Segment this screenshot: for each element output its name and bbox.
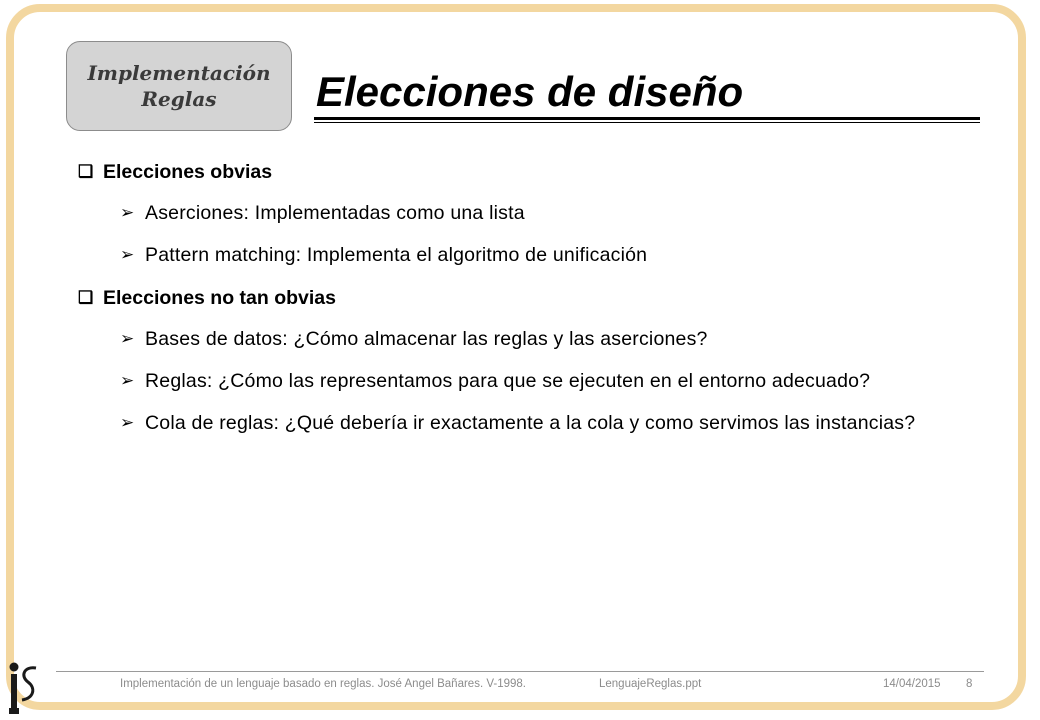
bullet-level2 <box>120 242 978 268</box>
subbullet-text: Cola de reglas: ¿Qué debería ir exactamente a la cola y como servimos las instancias? <box>145 412 916 434</box>
section-label-box <box>66 41 292 131</box>
slide-content <box>78 158 978 452</box>
bullet-level2 <box>120 368 978 394</box>
subbullet-text: Pattern matching: Implementa el algoritmo de unificación <box>145 244 648 266</box>
bullet-level1 <box>78 284 978 326</box>
checkbox-bullet-icon: ❑ <box>78 162 94 181</box>
bullet-level1 <box>78 158 978 200</box>
page-number: 8 <box>966 678 973 690</box>
section-label-line1: Implementación <box>87 61 271 85</box>
arrow-bullet-icon: ➢ <box>120 413 135 432</box>
footer-divider <box>56 671 984 672</box>
bullet-level2 <box>120 200 978 226</box>
title-underline <box>314 117 980 123</box>
arrow-bullet-icon: ➢ <box>120 245 135 264</box>
is-logo-icon <box>6 660 42 716</box>
slide-title: Elecciones de diseño <box>316 68 744 115</box>
bullet-level2 <box>120 326 978 352</box>
footer-credit: Implementación de un lenguaje basado en reglas. José Angel Bañares. V-1998. <box>120 678 526 690</box>
bullet-text: Elecciones obvias <box>103 161 273 183</box>
bullet-text: Elecciones no tan obvias <box>103 287 336 309</box>
arrow-bullet-icon: ➢ <box>120 203 135 222</box>
checkbox-bullet-icon: ❑ <box>78 288 94 307</box>
subbullet-text: Bases de datos: ¿Cómo almacenar las reglas y las aserciones? <box>145 328 708 350</box>
footer-date: 14/04/2015 <box>883 678 941 690</box>
footer-filename: LenguajeReglas.ppt <box>599 678 702 690</box>
bullet-level2 <box>120 410 978 436</box>
subbullet-text: Reglas: ¿Cómo las representamos para que se ejecuten en el entorno adecuado? <box>145 370 871 392</box>
arrow-bullet-icon: ➢ <box>120 329 135 348</box>
section-label-line2: Reglas <box>141 87 217 111</box>
subbullet-text: Aserciones: Implementadas como una lista <box>145 202 525 224</box>
arrow-bullet-icon: ➢ <box>120 371 135 390</box>
